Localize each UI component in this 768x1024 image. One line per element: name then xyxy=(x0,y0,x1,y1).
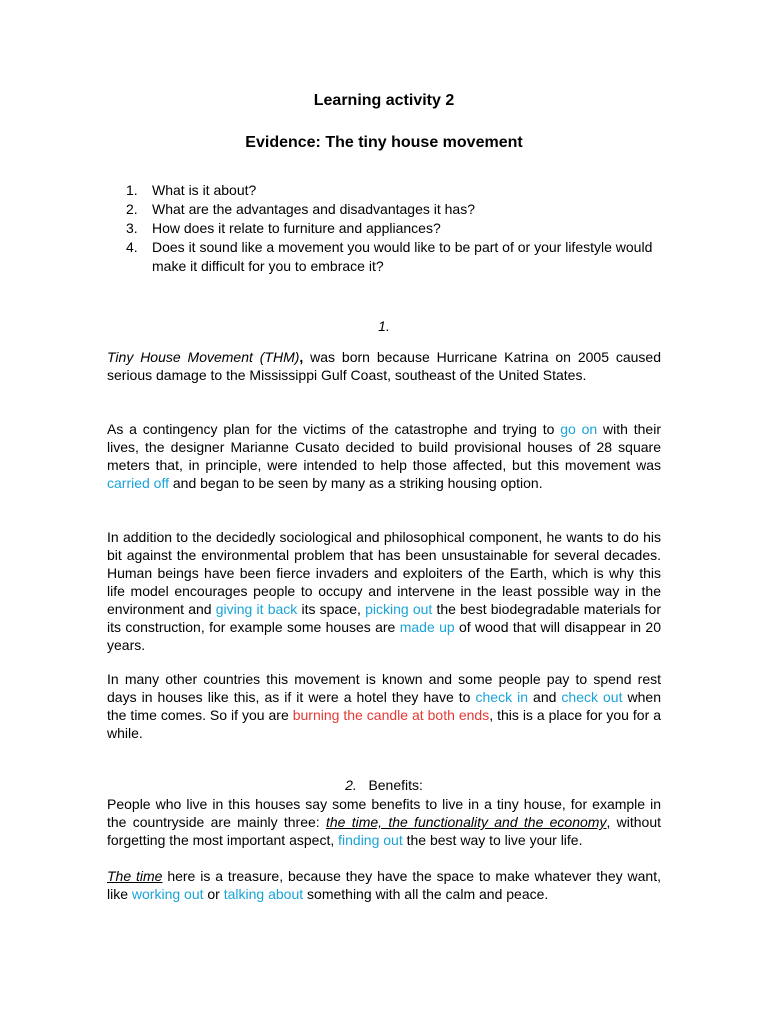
question-text: Does it sound like a movement you would like to be part of or your lifestyle would make it difficult for you to embrace it? xyxy=(152,239,653,274)
paragraph-text: was born because Hurricane Katrina on 2005 caused serious damage to the Mississippi Gulf Coast, southeast of the United States. xyxy=(107,349,661,383)
paragraph-text: its space, xyxy=(297,601,366,617)
paragraph-text: or xyxy=(203,886,224,902)
document-subtitle: Evidence: The tiny house movement xyxy=(245,134,523,151)
section-2-heading xyxy=(0,777,768,793)
paragraph-text: the best way to live your life. xyxy=(402,832,583,848)
question-number: 2. xyxy=(126,201,138,217)
paragraph-text: As a contingency plan for the victims of the catastrophe and trying to xyxy=(107,421,561,437)
question-item xyxy=(126,238,666,276)
section-1-heading xyxy=(0,318,768,334)
paragraph-benefits xyxy=(107,795,661,849)
question-list xyxy=(126,181,666,276)
phrasal-verb-highlight: made up xyxy=(399,619,455,635)
paragraph-text: of wood that will disappear in 20 years. xyxy=(107,619,662,653)
question-item xyxy=(126,200,666,219)
paragraph-text: People who live in this houses say some benefits to live in a tiny house, for example in the countryside are mainly three: xyxy=(107,796,661,830)
thm-term: Tiny House Movement (THM) xyxy=(107,349,300,365)
phrasal-verb-highlight: go on xyxy=(560,421,598,437)
paragraph-text: , this is a place for you for a while. xyxy=(107,707,661,741)
phrasal-verb-highlight: talking about xyxy=(223,886,304,902)
question-item xyxy=(126,181,666,200)
question-item xyxy=(126,219,666,238)
phrasal-verb-highlight: check out xyxy=(561,689,623,705)
paragraph-text: here is a treasure, because they have the space to make whatever they want, like xyxy=(107,868,661,902)
benefits-list-emphasis: the time, the functionality and the economy xyxy=(325,814,607,830)
paragraph-environment xyxy=(107,528,661,654)
paragraph-contingency-plan xyxy=(107,420,661,492)
question-number: 1. xyxy=(126,182,138,198)
phrasal-verb-highlight: carried off xyxy=(107,475,169,491)
paragraph-text: with their lives, the designer Marianne Cusato decided to build provisional houses of 28 square meters that, in principle, were intended to help those affected, but this movement was xyxy=(107,421,661,473)
phrasal-verb-highlight: check in xyxy=(475,689,528,705)
paragraph-text: In addition to the decidedly sociological and philosophical component, he wants to do his bit against the environmental problem that has been unsustainable for several decades. Human beings have been fierce invaders and exploiters of the Earth, which is why this life model encourages people to occupy and intervene in the least possible way in the environment and xyxy=(107,529,661,617)
question-text: How does it relate to furniture and appliances? xyxy=(152,220,441,236)
phrasal-verb-highlight: working out xyxy=(131,886,204,902)
idiom-highlight: burning the candle at both ends xyxy=(292,707,490,723)
question-text: What are the advantages and disadvantages it has? xyxy=(152,201,475,217)
paragraph-text: the best biodegradable materials for its construction, for example some houses are xyxy=(107,601,662,635)
phrasal-verb-highlight: picking out xyxy=(365,601,433,617)
paragraph-text: something with all the calm and peace. xyxy=(303,886,549,902)
question-number: 4. xyxy=(126,239,138,255)
paragraph-text: , without forgetting the most important aspect, xyxy=(107,814,661,848)
paragraph-text: when the time comes. So if you are xyxy=(107,689,661,723)
paragraph-text: and xyxy=(528,689,562,705)
phrasal-verb-highlight: finding out xyxy=(338,832,403,848)
thm-comma: , xyxy=(299,349,304,365)
section-2-number: 2. xyxy=(345,777,357,793)
document-title: Learning activity 2 xyxy=(313,92,455,109)
question-text: What is it about? xyxy=(152,182,257,198)
section-1-number: 1. xyxy=(378,318,390,334)
paragraph-other-countries xyxy=(107,670,661,742)
phrasal-verb-highlight: giving it back xyxy=(215,601,298,617)
question-number: 3. xyxy=(126,220,138,236)
paragraph-text: and began to be seen by many as a striking housing option. xyxy=(169,475,543,491)
paragraph-text: In many other countries this movement is known and some people pay to spend rest days in houses like this, as if it were a hotel they have to xyxy=(107,671,661,705)
paragraph-the-time xyxy=(107,867,661,903)
section-2-title: Benefits: xyxy=(368,777,423,793)
the-time-emphasis: The time xyxy=(107,868,163,884)
paragraph-thm-origin xyxy=(107,348,661,384)
